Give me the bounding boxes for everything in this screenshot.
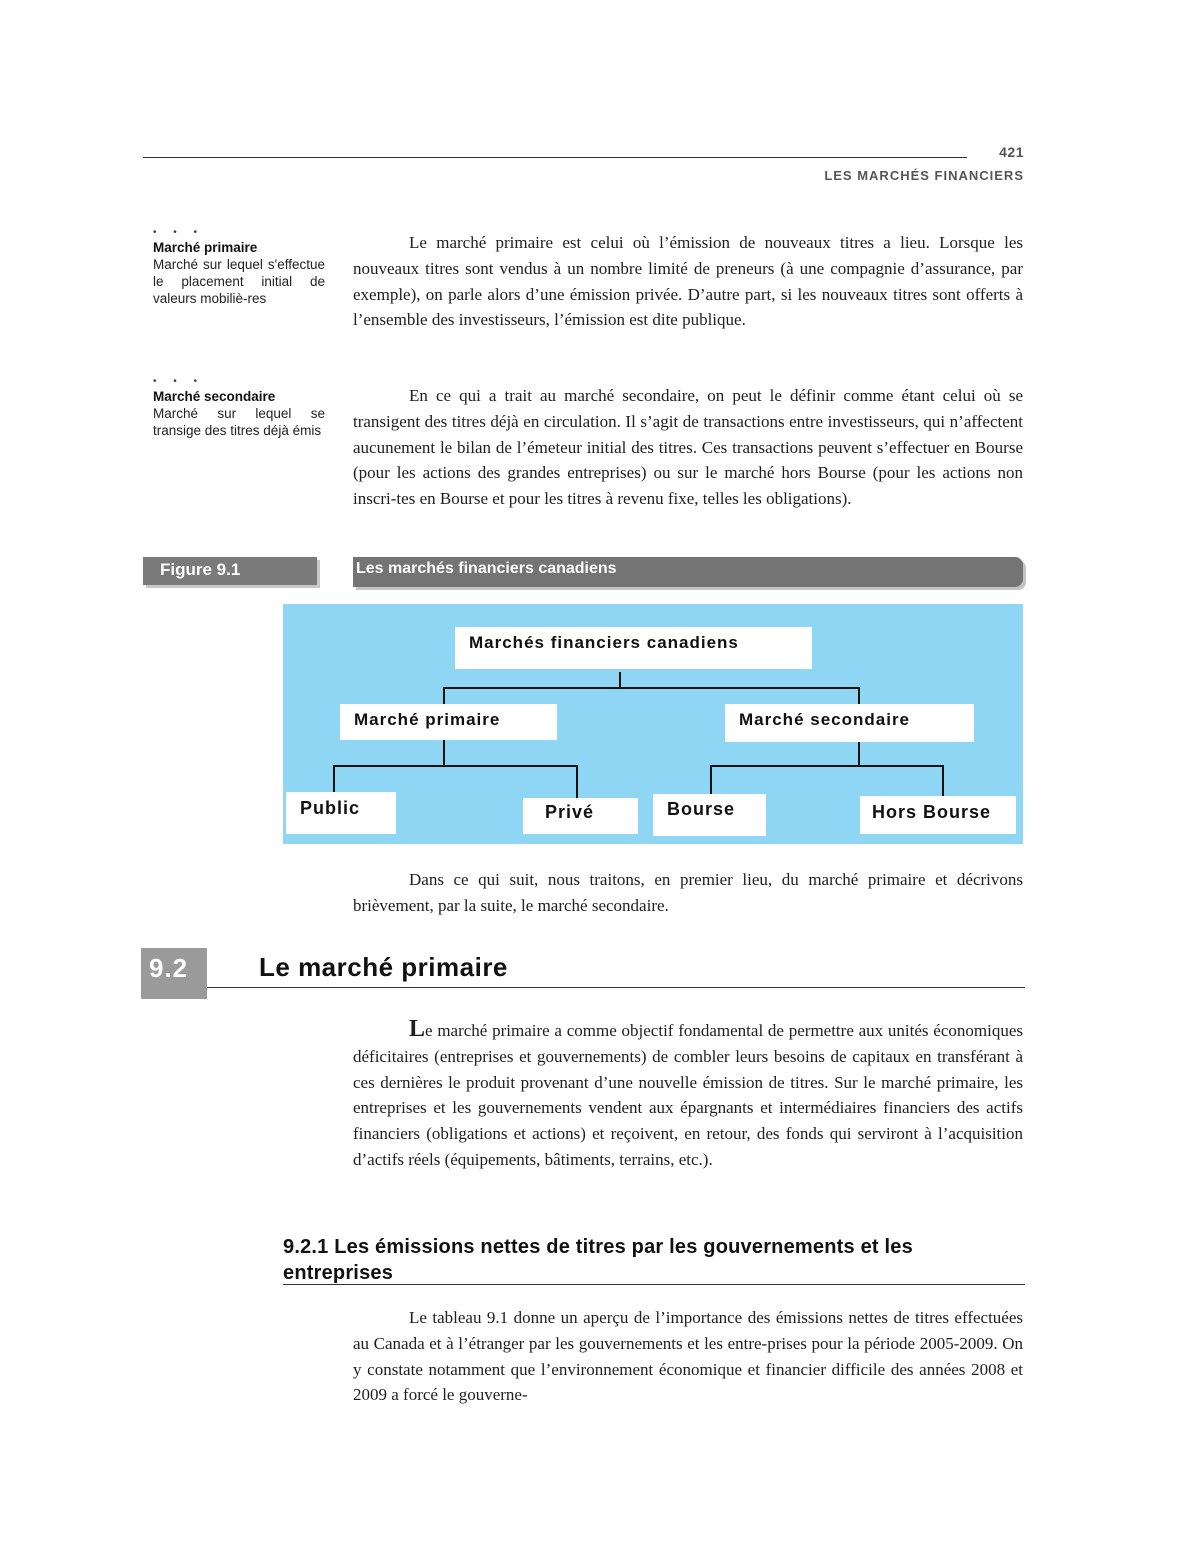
connector-to-exchange	[710, 765, 712, 794]
connector-primary-bar	[333, 765, 578, 767]
drop-cap: L	[409, 1016, 426, 1042]
note-text: Marché sur lequel s'effectue le placement initial de valeurs mobiliè-res	[153, 257, 325, 306]
header-rule	[143, 157, 967, 158]
connector-secondary-stem	[858, 740, 860, 767]
subsection-title: 9.2.1 Les émissions nettes de titres par les gouvernements et les entreprises	[283, 1236, 913, 1284]
section-title: Le marché primaire	[259, 952, 508, 982]
paragraph-text: e marché primaire a comme objectif fondamental de permettre aux unités économiques déficitaires (entreprises et gouvernements) de combler leurs besoins de capitaux en transférant à ces dernières le produit provenant d’une nouvelle émission de titres. Sur le marché primaire, les entreprises et les gouvernements vendent aux épargnants et intermédiaires financiers des actifs financiers (obligations et actions) et reçoivent, en retour, des fonds qui serviront à l’acquisition d’actifs réels (équipements, bâtiments, terrains, etc.).	[353, 1021, 1023, 1169]
paragraph-primary-objective	[353, 1017, 1023, 1173]
paragraph-net-issues	[353, 1305, 1023, 1408]
node-primary-market: Marché primaire	[340, 704, 557, 740]
section-number: 9.2	[149, 953, 189, 983]
connector-root-bar	[443, 687, 860, 689]
paragraph-text: Le tableau 9.1 donne un aperçu de l’importance des émissions nettes de titres effectuées au Canada et à l’étranger par les gouvernements et les entre-prises pour la période 2005-2009. On y constate notamment que l’environnement économique et financier difficile des années 2008 et 2009 a forcé le gouverne-	[353, 1308, 1023, 1405]
node-exchange: Bourse	[653, 794, 766, 836]
section-rule	[207, 987, 1025, 988]
connector-to-public	[333, 765, 335, 792]
note-text: Marché sur lequel se transige des titres déjà émis	[153, 406, 325, 438]
figure-label: Figure 9.1	[160, 560, 241, 579]
margin-note-primary	[153, 228, 325, 307]
paragraph-text: En ce qui a trait au marché secondaire, on peut le définir comme étant celui où se transigent des titres déjà en circulation. Il s’agit de transactions entre investisseurs, qui n’affectent aucunement le bilan de l’émeteur initial des titres. Ces transactions peuvent s’effectuer en Bourse (pour les actions des grandes entreprises) ou sur le marché hors Bourse (pour les actions non inscri-tes en Bourse et pour les titres à revenu fixe, telles les obligations).	[353, 386, 1023, 509]
node-public: Public	[286, 792, 396, 834]
paragraph-primary-market	[353, 230, 1023, 333]
paragraph-secondary-market	[353, 383, 1023, 512]
connector-secondary-bar	[710, 765, 944, 767]
paragraph-outline	[353, 867, 1023, 919]
margin-note-secondary	[153, 377, 325, 439]
page-number: 421	[999, 144, 1024, 160]
node-secondary-market: Marché secondaire	[725, 704, 974, 742]
connector-to-private	[576, 765, 578, 798]
connector-primary-stem	[443, 740, 445, 767]
connector-to-otc	[942, 765, 944, 798]
subsection-rule	[283, 1284, 1025, 1285]
note-dots: • • •	[153, 376, 205, 387]
note-dots: • • •	[153, 227, 205, 238]
paragraph-text: Dans ce qui suit, nous traitons, en premier lieu, du marché primaire et décrivons brièvement, par la suite, le marché secondaire.	[353, 870, 1023, 915]
running-head: LES MARCHÉS FINANCIERS	[824, 168, 1024, 183]
note-title: Marché primaire	[153, 240, 258, 255]
note-title: Marché secondaire	[153, 389, 276, 404]
markets-tree-diagram	[283, 604, 1023, 844]
paragraph-text: Le marché primaire est celui où l’émission de nouveaux titres a lieu. Lorsque les nouveaux titres sont vendus à un nombre limité de preneurs (à une compagnie d’assurance, par exemple), on parle alors d’une émission privée. D’autre part, si les nouveaux titres sont offerts à l’ensemble des investisseurs, l’émission est dite publique.	[353, 233, 1023, 330]
node-over-the-counter: Hors Bourse	[860, 796, 1016, 834]
node-canadian-financial-markets: Marchés financiers canadiens	[455, 627, 812, 669]
figure-caption: Les marchés financiers canadiens	[356, 560, 617, 577]
node-private: Privé	[523, 798, 638, 834]
